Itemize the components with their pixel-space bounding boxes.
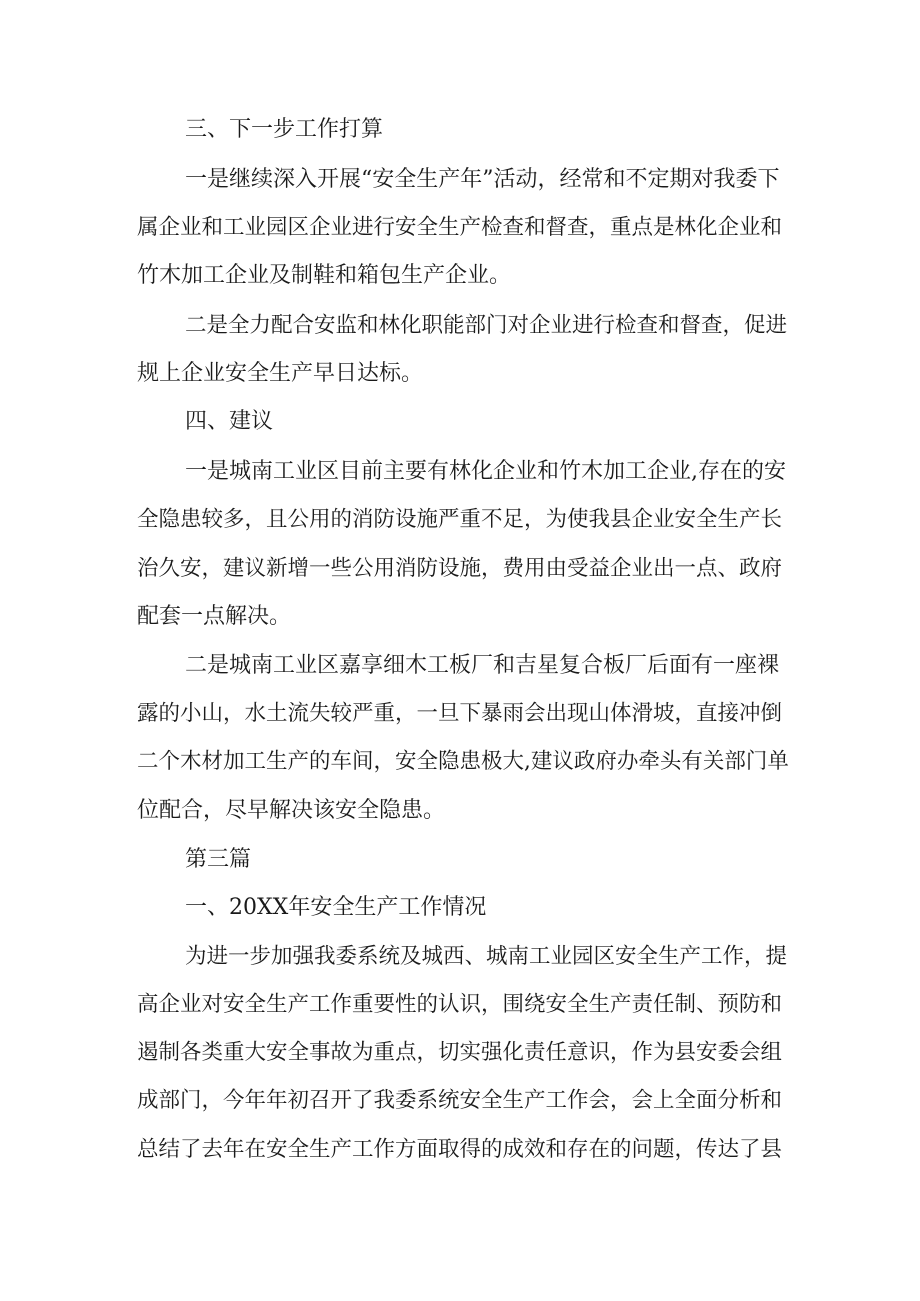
paragraph-text: 成部门，今年年初召开了我委系统安全生产工作会，会上全面分析和 <box>137 1088 783 1113</box>
part-title-text: 第三篇 <box>185 847 252 872</box>
heading-text: 四、建议 <box>185 409 274 434</box>
section-heading-suggestions <box>0 402 920 442</box>
paragraph-text: 二个木材加工生产的车间，安全隐患极大,建议政府办牵头有关部门单 <box>137 749 789 774</box>
paragraph-line <box>0 256 920 296</box>
paragraph-text: 一是城南工业区目前主要有林化企业和竹木加工企业,存在的安 <box>185 459 786 484</box>
paragraph-line <box>0 791 920 831</box>
paragraph-text: 露的小山，水土流失较严重，一旦下暴雨会出现山体滑坡，直接冲倒 <box>137 701 783 726</box>
part-title <box>0 840 920 880</box>
section-heading-next-steps <box>0 110 920 150</box>
paragraph-line <box>0 1081 920 1121</box>
paragraph-text: 一是继续深入开展“安全生产年”活动，经常和不定期对我委下 <box>185 167 780 192</box>
paragraph-line <box>0 452 920 492</box>
paragraph-text: 属企业和工业园区企业进行安全生产检查和督查，重点是林化企业和 <box>137 215 783 240</box>
paragraph-line <box>0 646 920 686</box>
paragraph-line <box>0 1130 920 1170</box>
paragraph-text: 竹木加工企业及制鞋和箱包生产企业。 <box>137 263 512 288</box>
paragraph-text: 遏制各类重大安全事故为重点，切实强化责任意识，作为县安委会组 <box>137 1040 783 1065</box>
heading-text: 三、下一步工作打算 <box>185 117 384 142</box>
paragraph-line <box>0 937 920 977</box>
paragraph-line <box>0 500 920 540</box>
paragraph-text: 配套一点解决。 <box>137 604 292 629</box>
paragraph-text: 治久安，建议新增一些公用消防设施，费用由受益企业出一点、政府 <box>137 556 783 581</box>
paragraph-line <box>0 549 920 589</box>
section-heading-work-status <box>0 888 920 928</box>
paragraph-text: 全隐患较多，且公用的消防设施严重不足，为使我县企业安全生产长 <box>137 507 783 532</box>
paragraph-text: 二是城南工业区嘉享细木工板厂和吉星复合板厂后面有一座裸 <box>185 653 780 678</box>
paragraph-text: 位配合，尽早解决该安全隐患。 <box>137 798 446 823</box>
paragraph-text: 总结了去年在安全生产工作方面取得的成效和存在的问题，传达了县 <box>137 1137 783 1162</box>
paragraph-line <box>0 354 920 394</box>
paragraph-line <box>0 597 920 637</box>
paragraph-line <box>0 1033 920 1073</box>
paragraph-text: 二是全力配合安监和林化职能部门对企业进行检查和督查，促进 <box>185 313 788 338</box>
paragraph-text: 为进一步加强我委系统及城西、城南工业园区安全生产工作，提 <box>185 944 788 969</box>
paragraph-line <box>0 306 920 346</box>
paragraph-line <box>0 208 920 248</box>
paragraph-line <box>0 742 920 782</box>
paragraph-text: 高企业对安全生产工作重要性的认识，围绕安全生产责任制、预防和 <box>137 992 783 1017</box>
paragraph-line <box>0 694 920 734</box>
paragraph-line <box>0 985 920 1025</box>
heading-text: 一、20XX年安全生产工作情况 <box>185 895 487 920</box>
paragraph-text: 规上企业安全生产早日达标。 <box>137 361 424 386</box>
paragraph-line <box>0 160 920 200</box>
